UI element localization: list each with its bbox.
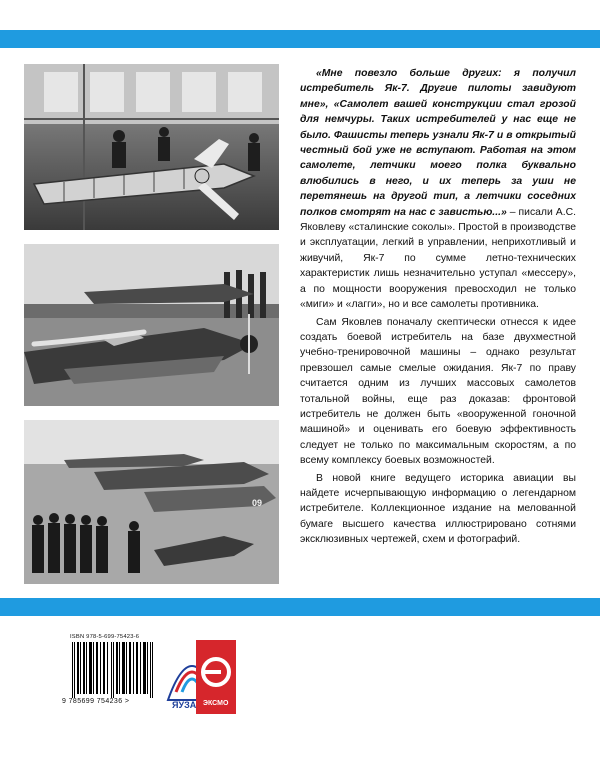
pilots-lineup-photo (24, 420, 279, 584)
paragraph-2: Сам Яковлев поначалу скептически отнесся к идее создать боевой истребитель на базе двухместной учебно-тренировочной машины – однако результат превзошел самые смелые ожидания. Як-7 по праву считается одним из лучших массовых самолетов тотальной войны, еще раз доказав: фронтовой истребитель не должен быть «вооруженной гоночной машиной» и оценивать его боевую эффективность следует не только по максимальным скоростям, а по всему комплексу боевых возможностей. (300, 316, 576, 467)
barcode-image (70, 640, 158, 704)
isbn-label: ISBN 978-5-699-75423-6 (70, 634, 140, 640)
yauza-label: ЯУЗА (172, 700, 197, 710)
bottom-blue-band (0, 598, 600, 616)
back-cover-text (300, 66, 576, 548)
barcode-digits: 9 785699 754236 > (62, 698, 130, 705)
eksmo-label: ЭКСМО (203, 700, 229, 707)
factory-assembly-photo (24, 64, 279, 230)
top-blue-band (0, 30, 600, 48)
parked-fighters-photo (24, 244, 279, 406)
quote-text: «Мне повезло больше других: я получил истребитель Як-7. Другие пилоты завидуют мне», «Самолет вашей конструкции стал грозой для немчуры. Таких истребителей у нас еще не было. Фашисты теперь узнали Як-7 и в открытый честный бой уже не вступают. Работая на этом самолете, летчики моего полка буквально влюбились в него, и их теперь за уши не перетянешь на другой тип, а летчики соседних полков смотрят на нас с завистью...» (300, 68, 576, 218)
paragraph-1 (300, 66, 576, 313)
paragraph-1-rest: – писали А.С. Яковлеву «сталинские соколы». Простой в производстве и эксплуатации, легкий в управлении, неприхотливый и живучий, Як-7 по сумме летно-технических характеристик лишь незначительно уступал «мессеру», а по мощности вооружения превосходил не только «миги» и «лагги», но и все самолеты противника. (300, 206, 576, 311)
paragraph-3: В новой книге ведущего историка авиации вы найдете исчерпывающую информацию о легендарном истребителе. Коллекционное издание на мелованной бумаге высшего качества иллюстрировано сотнями эксклюзивных чертежей, схем и фотографий. (300, 472, 576, 546)
aircraft-number-label: 09 (252, 498, 263, 508)
